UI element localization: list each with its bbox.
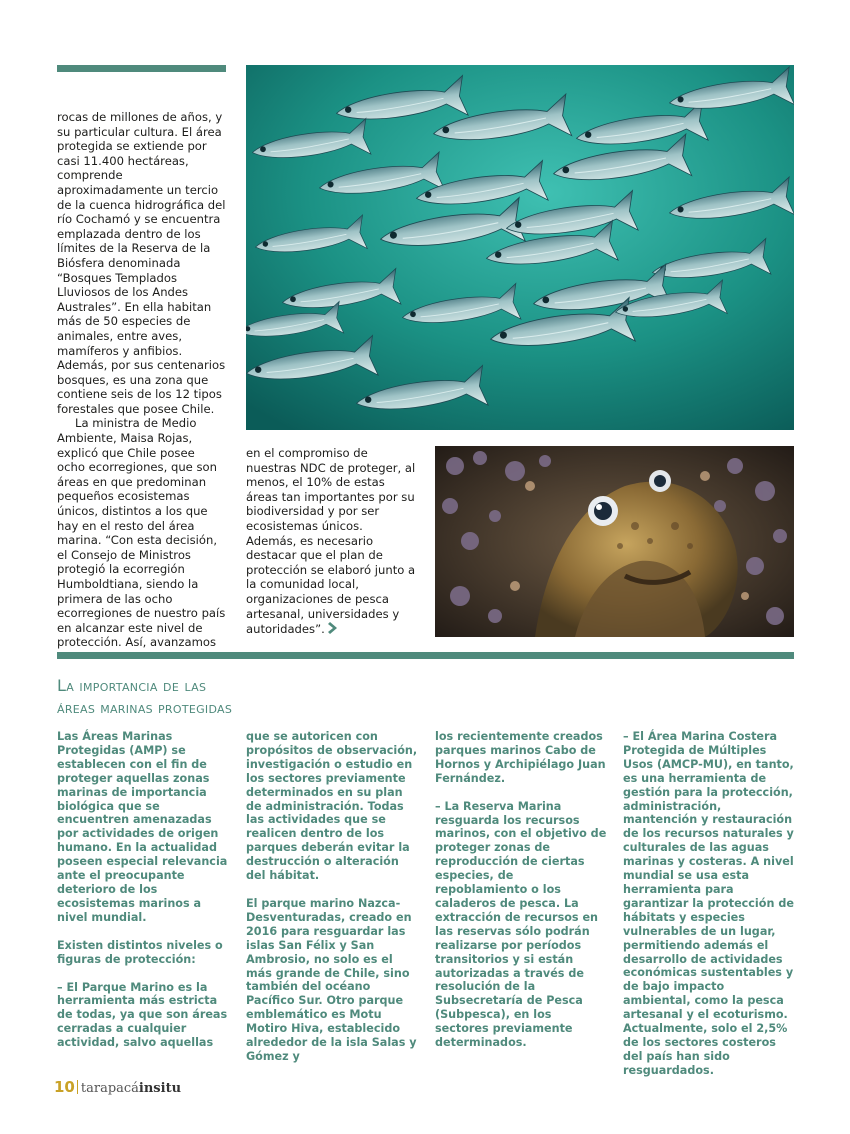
info-column-2	[246, 730, 418, 1078]
top-rule	[57, 65, 226, 72]
info-column-3	[435, 730, 607, 1064]
section-rule	[57, 652, 794, 659]
section-heading-line2: áreas marinas protegidas	[57, 699, 233, 717]
paragraph: La ministra de Medio Ambiente, Maisa Rojas, explicó que Chile posee ocho ecorregiones, que son áreas en que predominan pequeños ecosistemas únicos, distintos a los que hay en el resto del área marina. “Con esta decisión, el Consejo de Ministros protegió la ecorregión Humboldtiana, siendo la primera de las ocho ecorregiones de nuestro país en alcanzar este nivel de protección. Así, avanzamos	[57, 416, 226, 650]
text-column-middle	[246, 446, 416, 637]
brand-plain: tarapacá	[80, 1081, 139, 1096]
paragraph: los recientemente creados parques marinos Cabo de Hornos y Archipiélago Juan Fernández.	[435, 730, 606, 785]
fish-school-photo	[246, 65, 794, 430]
paragraph	[246, 446, 416, 637]
paragraph: – El Parque Marino es la herramienta más estricta de todas, ya que son áreas cerradas a cualquier actividad, salvo aquellas	[57, 980, 228, 1050]
text-column-left	[57, 110, 226, 650]
paragraph: rocas de millones de años, y su particular cultura. El área protegida se extiende por casi 11.400 hectáreas, comprende aproximadamente un tercio de la cuenca hidrográfica del río Cochamó y se encuentra emplazada dentro de los límites de la Reserva de la Biósfera denominada “Bosques Templados Lluviosos de los Andes Australes”. En ella habitan más de 50 especies de animales, entre aves, mamíferos y anfibios. Además, por sus centenarios bosques, es una zona que contiene seis de los 12 tipos forestales que posee Chile.	[57, 110, 226, 416]
paragraph: – La Reserva Marina resguarda los recursos marinos, con el objetivo de proteger zonas de reproducción de ciertas especies, de repoblamiento o los caladeros de pesca. La extracción de recursos en las reservas sólo podrán realizarse por períodos transitorios y si están autorizadas a través de resolución de la Subsecretaría de Pesca (Subpesca), en los sectores previamente determinados.	[435, 799, 607, 1050]
paragraph: Las Áreas Marinas Protegidas (AMP) se establecen con el fin de proteger aquellas zonas marinas de importancia biológica que se encuentren amenazadas por actividades de origen humano. En la actualidad poseen especial relevancia ante el preocupante deterioro de los ecosistemas marinos a nivel mundial.	[57, 730, 228, 924]
section-heading: La importancia de las	[57, 676, 207, 695]
info-column-1	[57, 730, 229, 1064]
paragraph: que se autoricen con propósitos de observación, investigación o estudio en los sectores previamente determinados en su plan de administración. Todas las actividades que se realicen dentro de los parques deberán evitar la destrucción o alteración del hábitat.	[246, 730, 418, 883]
magazine-brand	[81, 1081, 181, 1096]
brand-bold: insitu	[138, 1081, 182, 1096]
chevron-right-icon	[327, 621, 341, 635]
page-number: 10	[54, 1078, 75, 1096]
paragraph: Existen distintos niveles o figuras de protección:	[57, 938, 223, 966]
paragraph: – El Área Marina Costera Protegida de Múltiples Usos (AMCP-MU), en tanto, es una herramienta de gestión para la protección, administración, mantención y restauración de los recursos naturales y culturales de las aguas marinas y costeras. A nivel mundial se usa esta herramienta para garantizar la protección de hábitats y especies vulnerables de un lugar, permitiendo además el desarrollo de actividades económicas sustentables y de bajo impacto ambiental, como la pesca artesanal y el ecoturismo. Actualmente, solo el 2,5% de los sectores costeros del país han sido resguardados.	[623, 730, 794, 1077]
paragraph: El parque marino Nazca-Desventuradas, creado en 2016 para resguardar las islas San Félix y San Ambrosio, no solo es el más grande de Chile, sino también del océano Pacífico Sur. Otro parque emblemático es Motu Motiro Hiva, establecido alrededor de la isla Salas y Gómez y	[246, 896, 417, 1063]
info-column-4	[623, 730, 795, 1092]
fish-portrait-photo	[435, 446, 794, 637]
footer-divider	[77, 1080, 78, 1094]
paragraph-text: en el compromiso de nuestras NDC de proteger, al menos, el 10% de estas áreas tan importantes por su biodiversidad y por ser ecosistemas únicos. Además, es necesario destacar que el plan de protección se elaboró junto a la comunidad local, organizaciones de pesca artesanal, universidades y autoridades”.	[246, 446, 416, 637]
page-footer	[54, 1078, 181, 1096]
